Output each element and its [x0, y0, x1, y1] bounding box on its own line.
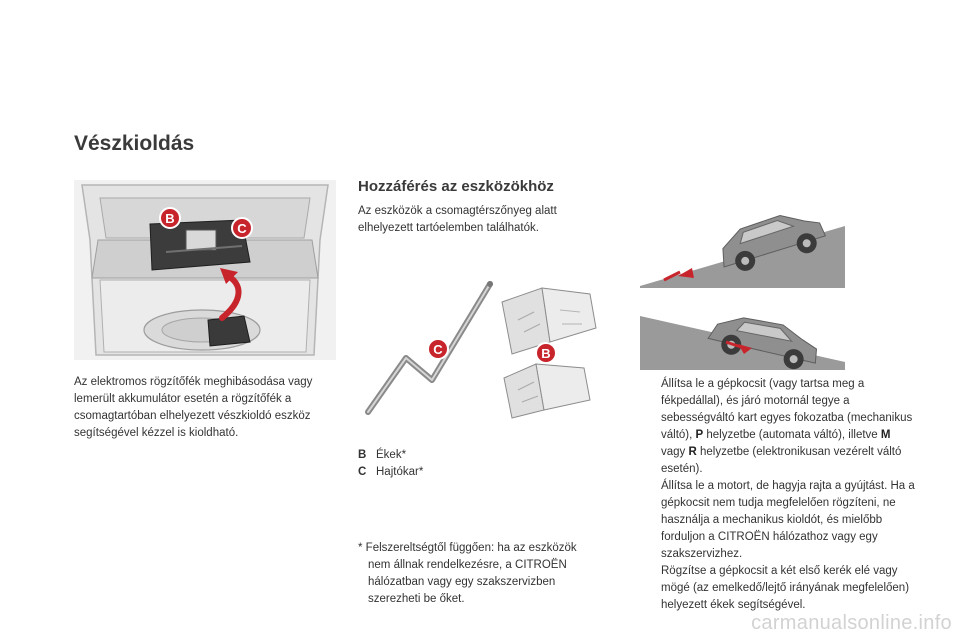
- page-title: Vészkioldás: [74, 132, 195, 155]
- step-text: Rögzítse a gépkocsit a két első kerék elé vagy mögé (az emelkedő/lejtő irányának megfelelően) helyezett ékek segítségével.: [661, 565, 910, 611]
- callout-b-label: B: [165, 211, 175, 226]
- callout-b-label: B: [541, 346, 551, 361]
- step-text: Állítsa le a motort, de hagyja rajta a gyújtást. Ha a gépkocsit nem tudja megfelelően rögzíteni, ne használja a mechanikus kioldót, és mielőbb forduljon a CITROËN hálózathoz vagy egy szakszervizhez.: [661, 480, 915, 560]
- footnote-line: nem állnak rendelkezésre, a CITROËN: [368, 559, 567, 571]
- section-heading: Hozzáférés az eszközökhöz: [358, 178, 554, 195]
- tools-illustration: [358, 280, 608, 420]
- legend-item-b: [358, 447, 598, 464]
- footnote-line: hálózatban vagy egy szakszervizben: [368, 576, 556, 588]
- list-item: [641, 376, 916, 478]
- trunk-illustration: [74, 180, 336, 360]
- left-description: Az elektromos rögzítőfék meghibásodása vagy lemerült akkumulátor esetén a rögzítőfék a csomagtartóban elhelyezett vészkioldó eszköz segítségével kézzel is kioldható.: [74, 376, 313, 439]
- footnote-line: * Felszereltségtől függően: ha az eszközök: [358, 542, 577, 554]
- car-uphill-illustration: [640, 190, 845, 288]
- legend-key: C: [358, 466, 367, 478]
- callout-c-label: C: [237, 221, 247, 236]
- footnote-line: szerezheti be őket.: [368, 593, 465, 605]
- legend-key: B: [358, 449, 367, 461]
- callout-c-label: C: [433, 342, 443, 357]
- list-item: [641, 478, 916, 563]
- steps-list: [641, 376, 916, 614]
- bullet-icon: [641, 563, 661, 614]
- legend-item-c: [358, 464, 598, 481]
- bullet-icon: [641, 376, 661, 478]
- car-downhill-illustration: [640, 296, 845, 370]
- legend: [358, 447, 598, 481]
- legend-text: Ékek*: [376, 449, 407, 461]
- intro-text: Az eszközök a csomagtérszőnyeg alatt elhelyezett tartóelemben találhatók.: [358, 205, 557, 234]
- watermark: carmanualsonline.info: [751, 612, 952, 634]
- bullet-icon: [641, 478, 661, 563]
- footnote: [358, 540, 608, 608]
- legend-text: Hajtókar*: [376, 466, 424, 478]
- list-item: [641, 563, 916, 614]
- step-text: Állítsa le a gépkocsit (vagy tartsa meg a fékpedállal), és járó motornál tegye a sebességváltó kart egyes fokozatba (mechanikus váltó), P helyzetbe (automata váltó), illetve M vagy R helyzetbe (elektronikusan vezérelt váltó esetén).: [661, 378, 913, 475]
